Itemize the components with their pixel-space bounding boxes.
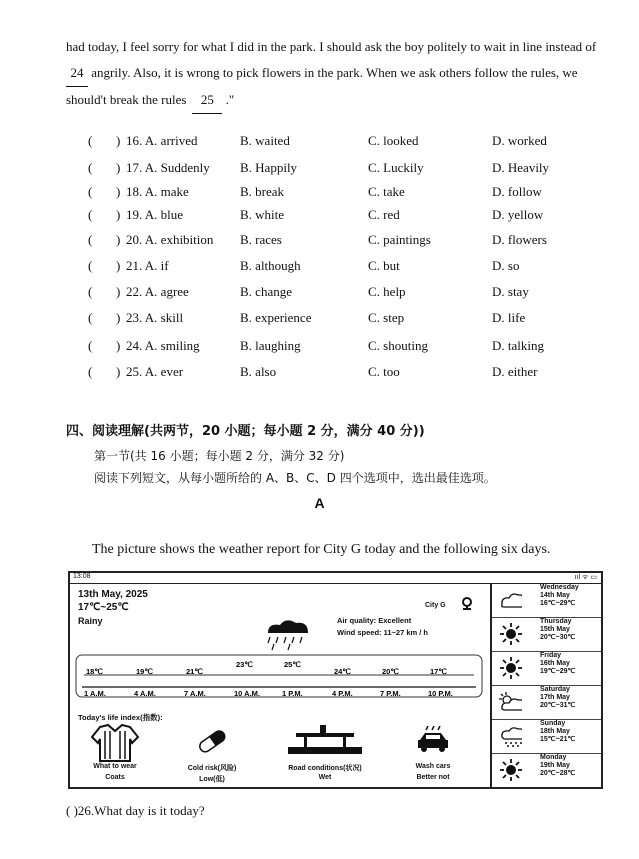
passage-line-2 (66, 60, 626, 87)
question-row (66, 160, 626, 180)
forecast-day (492, 685, 601, 720)
passage-text (66, 34, 626, 114)
forecast-date: 16th May (540, 660, 570, 667)
hourly-temp-label: 17℃ (430, 667, 447, 676)
option-b: B. Happily (240, 160, 298, 175)
forecast-day: Thursday (540, 618, 572, 625)
hourly-temp-label: 25℃ (284, 660, 301, 669)
rain-cloud-icon (260, 617, 316, 651)
option-b: B. break (240, 184, 285, 199)
answer-paren: ( (66, 803, 71, 818)
hourly-time-label: 7 A.M. (184, 689, 206, 698)
option-d: D. follow (492, 184, 542, 199)
option-b: B. also (240, 364, 277, 379)
passage-letter: A (314, 495, 325, 511)
hourly-time-label: 10 P.M. (428, 689, 453, 698)
hourly-temp-label: 21℃ (186, 667, 203, 676)
option-d: D. so (492, 258, 520, 273)
forecast-day (492, 753, 601, 787)
option-c: C. red (368, 207, 400, 222)
option-b: B. experience (240, 310, 312, 325)
road-icon (286, 723, 364, 761)
forecast-temp: 20℃~28℃ (540, 770, 576, 777)
blank-25: 25 (192, 87, 222, 114)
hourly-temperature-chart (74, 653, 486, 701)
life-index-value: Wet (318, 774, 332, 781)
hourly-time-label: 10 A.M. (234, 689, 260, 698)
forecast-temp: 20℃~31℃ (540, 702, 576, 709)
question-row (66, 310, 626, 330)
forecast-date: 17th May (540, 694, 570, 701)
forecast-panel (492, 583, 601, 787)
option-b: B. races (240, 232, 282, 247)
answer-paren-close: ) (116, 364, 121, 379)
forecast-day: Sunday (540, 720, 566, 727)
question-row (66, 338, 626, 358)
today-temp-range: 17℃~25℃ (78, 602, 129, 613)
passage-line-3 (66, 87, 626, 114)
life-index-label: What to wear (93, 763, 137, 770)
option-b: B. waited (240, 133, 290, 148)
forecast-day (492, 651, 601, 686)
option-d: D. stay (492, 284, 529, 299)
answer-paren-close: ) (116, 184, 121, 199)
forecast-date: 14th May (540, 592, 570, 599)
question-26-text: )26.What day is it today? (70, 803, 205, 818)
today-condition: Rainy (78, 616, 103, 626)
answer-paren: ( (88, 310, 93, 325)
section-title: 四、阅读理解(共两节，20 小题；每小题 2 分，满分 40 分)) (66, 424, 425, 439)
option-a: 19. A. blue (126, 207, 184, 222)
hourly-temp-label: 20℃ (382, 667, 399, 676)
option-a: 24. A. smiling (126, 338, 200, 353)
forecast-temp: 15℃~21℃ (540, 736, 576, 743)
option-b: B. laughing (240, 338, 301, 353)
hourly-time-label: 1 P.M. (282, 689, 303, 698)
forecast-date: 18th May (540, 728, 570, 735)
option-a: 18. A. make (126, 184, 189, 199)
answer-paren: ( (88, 284, 93, 299)
today-panel (70, 583, 492, 787)
forecast-temp: 16℃~29℃ (540, 600, 576, 607)
question-row (66, 133, 626, 153)
answer-paren-close: ) (116, 284, 121, 299)
option-c: C. paintings (368, 232, 431, 247)
option-c: C. shouting (368, 338, 428, 353)
option-c: C. help (368, 284, 406, 299)
answer-paren: ( (88, 338, 93, 353)
answer-paren-close: ) (116, 310, 121, 325)
life-index-value: Better not (416, 774, 450, 781)
option-d: D. Heavily (492, 160, 550, 175)
forecast-day: Monday (540, 754, 567, 761)
option-c: C. step (368, 310, 405, 325)
option-c: C. too (368, 364, 400, 379)
forecast-day (492, 719, 601, 754)
status-icons: ııl ᯤ ▭ (574, 574, 597, 581)
question-row (66, 284, 626, 304)
option-d: D. talking (492, 338, 544, 353)
cloudy-icon (498, 589, 522, 611)
life-index-label: Wash cars (415, 763, 451, 770)
section-instructions: 阅读下列短文，从每小题所给的 A、B、C、D 四个选项中，选出最佳选项。 (94, 471, 496, 485)
answer-paren-close: ) (116, 133, 121, 148)
hourly-temp-label: 23℃ (236, 660, 253, 669)
question-row (66, 258, 626, 278)
answer-paren: ( (88, 364, 93, 379)
answer-paren: ( (88, 232, 93, 247)
option-a: 25. A. ever (126, 364, 184, 379)
answer-paren: ( (88, 258, 93, 273)
option-d: D. yellow (492, 207, 544, 222)
status-time: 13:08 (73, 573, 91, 580)
option-c: C. take (368, 184, 405, 199)
answer-paren-close: ) (116, 338, 121, 353)
forecast-date: 19th May (540, 762, 570, 769)
answer-paren-close: ) (116, 258, 121, 273)
option-d: D. worked (492, 133, 547, 148)
hourly-time-label: 4 P.M. (332, 689, 353, 698)
answer-paren: ( (88, 160, 93, 175)
question-row (66, 364, 626, 384)
life-index-label: Road conditions(状况) (288, 765, 362, 772)
forecast-day: Saturday (540, 686, 570, 693)
city-name: City G (425, 602, 446, 609)
answer-paren: ( (88, 207, 93, 222)
answer-paren: ( (88, 184, 93, 199)
car-wash-icon (416, 726, 450, 754)
answer-paren-close: ) (116, 207, 121, 222)
question-row (66, 232, 626, 252)
option-a: 21. A. if (126, 258, 169, 273)
option-c: C. but (368, 258, 400, 273)
option-b: B. although (240, 258, 301, 273)
answer-paren: ( (88, 133, 93, 148)
option-a: 16. A. arrived (126, 133, 198, 148)
option-d: D. life (492, 310, 526, 325)
option-c: C. looked (368, 133, 419, 148)
forecast-temp: 19℃~29℃ (540, 668, 576, 675)
answer-paren-close: ) (116, 160, 121, 175)
life-index-value: Coats (105, 774, 125, 781)
forecast-temp: 20℃~30℃ (540, 634, 576, 641)
rainy-icon (498, 725, 522, 747)
passage-line-3-end: ." (222, 92, 235, 107)
partly-cloudy-icon (498, 691, 522, 713)
option-c: C. Luckily (368, 160, 424, 175)
section-subtitle: 第一节(共 16 小题；每小题 2 分，满分 32 分) (94, 449, 345, 463)
hourly-temp-label: 24℃ (334, 667, 351, 676)
today-date: 13th May, 2025 (78, 589, 148, 600)
option-b: B. change (240, 284, 292, 299)
hourly-time-label: 1 A.M. (84, 689, 106, 698)
life-index-title: Today's life index(指数): (78, 713, 163, 722)
hourly-time-label: 4 A.M. (134, 689, 156, 698)
forecast-day (492, 583, 601, 618)
forecast-day: Friday (540, 652, 562, 659)
question-row (66, 184, 626, 204)
life-index-value: Low(低) (199, 776, 225, 783)
passage-line-3-text: should't break the rules (66, 92, 187, 107)
hourly-time-label: 7 P.M. (380, 689, 401, 698)
option-a: 23. A. skill (126, 310, 184, 325)
option-d: D. flowers (492, 232, 547, 247)
shirt-icon (90, 723, 140, 763)
forecast-day: Wednesday (540, 584, 579, 591)
sunny-icon (498, 623, 522, 645)
air-quality: Air quality: Excellent (337, 616, 412, 625)
wind-speed: Wind speed: 11~27 km / h (337, 628, 429, 637)
location-pin-icon (460, 597, 474, 611)
option-d: D. either (492, 364, 538, 379)
forecast-day (492, 617, 601, 652)
sunny-icon (498, 657, 522, 679)
question-row (66, 207, 626, 227)
weather-report (68, 571, 603, 789)
hourly-temp-label: 18℃ (86, 667, 103, 676)
passage-intro: The picture shows the weather report for City G today and the following six days. (92, 542, 551, 557)
passage-line-2-text: angrily. Also, it is wrong to pick flowers in the park. When we ask others follow the rules, we (88, 65, 578, 80)
blank-24: 24 (66, 60, 88, 87)
option-a: 20. A. exhibition (126, 232, 214, 247)
option-a: 22. A. agree (126, 284, 189, 299)
hourly-temp-label: 19℃ (136, 667, 153, 676)
pill-icon (192, 726, 232, 756)
forecast-date: 15th May (540, 626, 570, 633)
sunny-icon (498, 759, 522, 781)
option-b: B. white (240, 207, 285, 222)
question-26 (66, 803, 205, 819)
answer-paren-close: ) (116, 232, 121, 247)
life-index-label: Cold risk(风险) (187, 765, 237, 772)
passage-line-1: had today, I feel sorry for what I did in the park. I should ask the boy politely to wait in line instead of (66, 39, 597, 54)
option-a: 17. A. Suddenly (126, 160, 210, 175)
